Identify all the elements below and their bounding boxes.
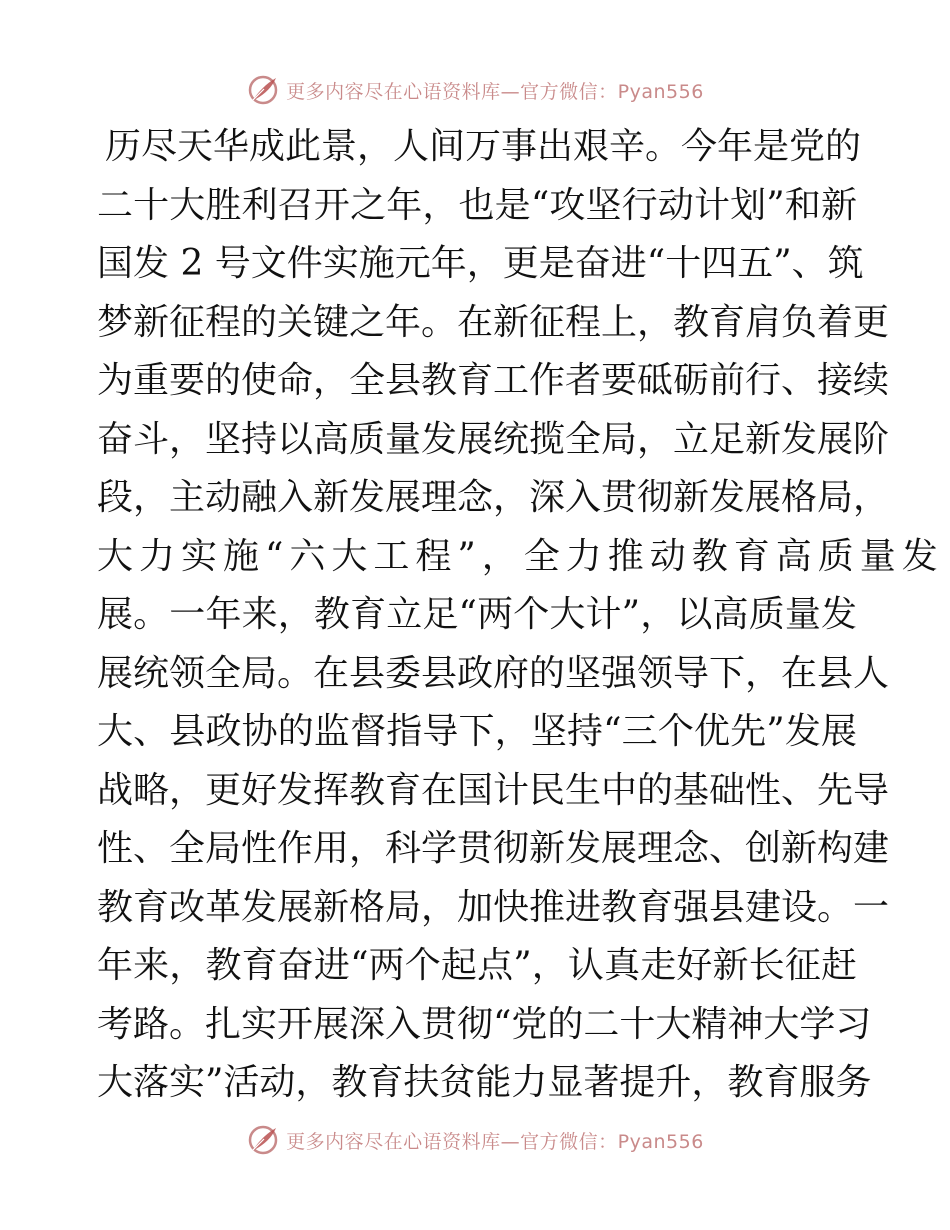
- text-line: 展。一年来，教育立足“两个大计”，以高质量发: [97, 594, 857, 635]
- header-watermark: [0, 70, 950, 110]
- text-line: 大力实施“六大工程”，全力推动教育高质量发: [97, 535, 944, 577]
- text-line: 大、县政协的监督指导下，坚持“三个优先”发展: [97, 711, 857, 752]
- text-line: 梦新征程的关键之年。在新征程上，教育肩负着更: [97, 301, 890, 343]
- body-paragraph: [97, 118, 944, 1113]
- text-line: 战略，更好发挥教育在国计民生中的基础性、先导: [97, 769, 890, 811]
- text-line: 国发 2 号文件实施元年，更是奋进“十四五”、筑: [97, 243, 864, 284]
- text-line: 展统领全局。在县委县政府的坚强领导下，在县人: [97, 652, 890, 694]
- watermark-text: 更多内容尽在心语资料库—官方微信：Pyan556: [286, 1130, 704, 1153]
- text-line: 奋斗，坚持以高质量发展统揽全局，立足新发展阶: [97, 418, 890, 460]
- text-line: 大落实”活动，教育扶贫能力显著提升，教育服务: [97, 1062, 872, 1103]
- feather-quill-icon: [246, 73, 280, 107]
- feather-quill-icon: [246, 1123, 280, 1157]
- text-line: 为重要的使命，全县教育工作者要砥砺前行、接续: [97, 360, 890, 401]
- text-line: 年来，教育奋进“两个起点”，认真走好新长征赶: [97, 945, 857, 986]
- text-line: 考路。扎实开展深入贯彻“党的二十大精神大学习: [97, 1003, 872, 1045]
- text-line: 二十大胜利召开之年，也是“攻坚行动计划”和新: [97, 184, 857, 226]
- watermark-text: 更多内容尽在心语资料库—官方微信：Pyan556: [286, 80, 704, 103]
- text-line: 性、全局性作用，科学贯彻新发展理念、创新构建: [97, 828, 890, 869]
- text-line: 段，主动融入新发展理念，深入贯彻新发展格局，: [97, 477, 890, 518]
- text-line: 历尽天华成此景，人间万事出艰辛。今年是党的: [105, 126, 862, 167]
- text-line: 教育改革发展新格局，加快推进教育强县建设。一: [97, 886, 890, 928]
- footer-watermark: [0, 1120, 950, 1160]
